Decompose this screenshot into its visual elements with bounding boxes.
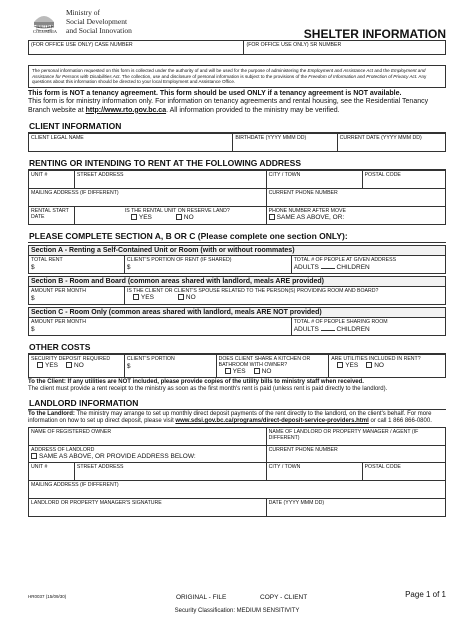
deposit-portion-field[interactable]: CLIENT'S PORTION $ xyxy=(124,355,216,378)
section-c-table xyxy=(28,317,446,336)
landlord-unit-field[interactable]: UNIT # xyxy=(29,463,75,481)
privacy-notice: The personal information requested on this form is collected under the authority of and will be used for the purpose of administering the Employment and Assistance Act and the Employment and Assistance for Persons with Disabilities Act. The collection, use and disclosure of personal information is subject to the provisions of the Freedom of Information and Protection of Privacy Act. Any questions about this information should be directed to your local Employment and Assistance Office. xyxy=(28,65,446,88)
rental-start-date-field[interactable]: RENTAL START DATE xyxy=(29,207,75,225)
sr-number-field[interactable]: (FOR OFFICE USE ONLY) SR NUMBER xyxy=(244,41,446,55)
birthdate-field[interactable]: BIRTHDATE (YYYY MMM DD) xyxy=(233,134,337,152)
section-a-title: Section A - Renting a Self-Contained Unit or Room (with or without roommates) xyxy=(28,245,446,255)
form-title: SHELTER INFORMATION xyxy=(303,27,446,41)
b-no-checkbox[interactable] xyxy=(178,294,184,300)
ministry-name: Ministry of Social Development and Social Innovation xyxy=(66,8,132,35)
a-people-field[interactable]: TOTAL # OF PEOPLE AT GIVEN ADDRESS ADULTS CHILDREN xyxy=(291,256,445,274)
rto-link[interactable]: http://www.rto.gov.bc.ca xyxy=(85,106,167,114)
kitchen-yes-checkbox[interactable] xyxy=(225,368,231,374)
landlord-same-checkbox[interactable] xyxy=(31,453,37,459)
client-legal-name-field[interactable]: CLIENT LEGAL NAME xyxy=(29,134,233,152)
landlord-phone-field[interactable]: CURRENT PHONE NUMBER xyxy=(266,446,445,463)
form-code: HR0037 (15/09/30) xyxy=(28,594,67,599)
c-people-field[interactable]: TOTAL # OF PEOPLE SHARING ROOM ADULTS CHILDREN xyxy=(291,318,445,336)
share-kitchen-question: DOES CLIENT SHARE A KITCHEN OR BATHROOM WITH OWNER? YES NO xyxy=(216,355,329,378)
section-c-title: Section C - Room Only (common areas shared with landlord, meals ARE NOT provided) xyxy=(28,307,446,317)
a-client-portion-field[interactable]: CLIENT'S PORTION OF RENT (IF SHARED) $ xyxy=(124,256,291,274)
case-number-field[interactable]: (FOR OFFICE USE ONLY) CASE NUMBER xyxy=(29,41,244,55)
c-amount-field[interactable]: AMOUNT PER MONTH $ xyxy=(29,318,292,336)
kitchen-no-checkbox[interactable] xyxy=(254,368,260,374)
copy-client-label: COPY - CLIENT xyxy=(260,594,308,601)
rent-receipt-notice: The client must provide a rent receipt to the ministry as soon as the first month's rent is paid (unless rent is paid directly to the landlord). xyxy=(28,386,388,392)
a-total-rent-field[interactable]: TOTAL RENT $ xyxy=(29,256,125,274)
landlord-agent-field[interactable]: NAME OF LANDLORD OR PROPERTY MANAGER / AGENT (IF DIFFERENT) xyxy=(266,428,445,446)
landlord-heading: LANDLORD INFORMATION xyxy=(28,395,446,410)
security-classification: Security Classification: MEDIUM SENSITIVITY xyxy=(174,608,300,614)
landlord-table xyxy=(28,427,446,517)
section-b-title: Section B - Room and Board (common areas shared with landlord, meals ARE provided) xyxy=(28,276,446,286)
renting-heading: RENTING OR INTENDING TO RENT AT THE FOLLOWING ADDRESS xyxy=(28,155,446,170)
reserve-no-checkbox[interactable] xyxy=(176,214,182,220)
deposit-no-checkbox[interactable] xyxy=(66,362,72,368)
landlord-postal-field[interactable]: POSTAL CODE xyxy=(362,463,445,481)
b-yes-checkbox[interactable] xyxy=(133,294,139,300)
deposit-yes-checkbox[interactable] xyxy=(37,362,43,368)
street-address-field[interactable]: STREET ADDRESS xyxy=(74,171,266,189)
to-client-notice: To the Client: If any utilities are NOT included, please provide copies of the utility bills to ministry staff when received. xyxy=(28,379,364,385)
mailing-address-field[interactable]: MAILING ADDRESS (IF DIFFERENT) xyxy=(29,189,267,207)
registered-owner-field[interactable]: NAME OF REGISTERED OWNER xyxy=(29,428,267,446)
utilities-question: ARE UTILITIES INCLUDED IN RENT? YES NO xyxy=(329,355,446,378)
form-header xyxy=(28,6,446,40)
sections-heading: PLEASE COMPLETE SECTION A, B OR C (Please complete one section ONLY): xyxy=(28,228,446,243)
intro-text: This form is for ministry information only. For information on tenancy agreements and rental housing, see the Residential Tenancy Branch website at http://www.rto.gov.bc.ca. All information provided to the ministry may be verified. xyxy=(28,98,429,114)
client-info-heading: CLIENT INFORMATION xyxy=(28,118,446,133)
section-b-table xyxy=(28,286,446,305)
same-as-above-checkbox[interactable] xyxy=(269,214,275,220)
office-use-table xyxy=(28,40,446,55)
landlord-city-field[interactable]: CITY / TOWN xyxy=(266,463,362,481)
unit-field[interactable]: UNIT # xyxy=(29,171,75,189)
reserve-land-question: IS THE RENTAL UNIT ON RESERVE LAND? YES NO xyxy=(74,207,266,225)
to-landlord-notice: To the Landlord: The ministry may arrange to set up monthly direct deposit payments of the rent directly to the landlord, on the client's behalf. For more information on how to set up direct deposit, please visit www.sdsi.gov.bc.ca/programs/direct-deposit-service-providers.html or call 1 866 866-0800. xyxy=(28,411,432,424)
postal-code-field[interactable]: POSTAL CODE xyxy=(362,171,445,189)
form-footer xyxy=(28,586,446,626)
utilities-yes-checkbox[interactable] xyxy=(337,362,343,368)
security-deposit-field: SECURITY DEPOSIT REQUIRED YES NO xyxy=(29,355,125,378)
phone-after-move-field[interactable]: PHONE NUMBER AFTER MOVE SAME AS ABOVE, OR: xyxy=(266,207,445,225)
utilities-no-checkbox[interactable] xyxy=(366,362,372,368)
original-file-label: ORIGINAL - FILE xyxy=(176,594,227,601)
bc-wordmark: BRITISH COLUMBIA xyxy=(32,24,57,35)
section-a-table xyxy=(28,255,446,274)
current-phone-field[interactable]: CURRENT PHONE NUMBER xyxy=(266,189,445,207)
landlord-mailing-field[interactable]: MAILING ADDRESS (IF DIFFERENT) xyxy=(29,481,446,499)
current-date-field[interactable]: CURRENT DATE (YYYY MMM DD) xyxy=(337,134,445,152)
other-costs-heading: OTHER COSTS xyxy=(28,339,446,354)
client-info-table xyxy=(28,133,446,152)
landlord-address-field: ADDRESS OF LANDLORD SAME AS ABOVE, OR PROVIDE ADDRESS BELOW: xyxy=(29,446,267,463)
b-amount-field[interactable]: AMOUNT PER MONTH $ xyxy=(29,287,125,305)
direct-deposit-link[interactable]: www.sdsi.gov.bc.ca/programs/direct-deposit-service-providers.html xyxy=(175,418,369,424)
rental-address-table xyxy=(28,170,446,225)
city-field[interactable]: CITY / TOWN xyxy=(266,171,362,189)
tenancy-warning: This form is NOT a tenancy agreement. This form should be used ONLY if a tenancy agreement is NOT available. xyxy=(28,89,402,97)
landlord-signature-field[interactable]: LANDLORD OR PROPERTY MANAGER'S SIGNATURE xyxy=(29,499,267,517)
b-related-question: IS THE CLIENT OR CLIENT'S SPOUSE RELATED TO THE PERSON(S) PROVIDING ROOM AND BOARD? YES NO xyxy=(124,287,445,305)
page-number: Page 1 of 1 xyxy=(405,590,446,599)
other-costs-table xyxy=(28,354,446,378)
landlord-date-field[interactable]: DATE (YYYY MMM DD) xyxy=(266,499,445,517)
reserve-yes-checkbox[interactable] xyxy=(131,214,137,220)
landlord-street-field[interactable]: STREET ADDRESS xyxy=(74,463,266,481)
